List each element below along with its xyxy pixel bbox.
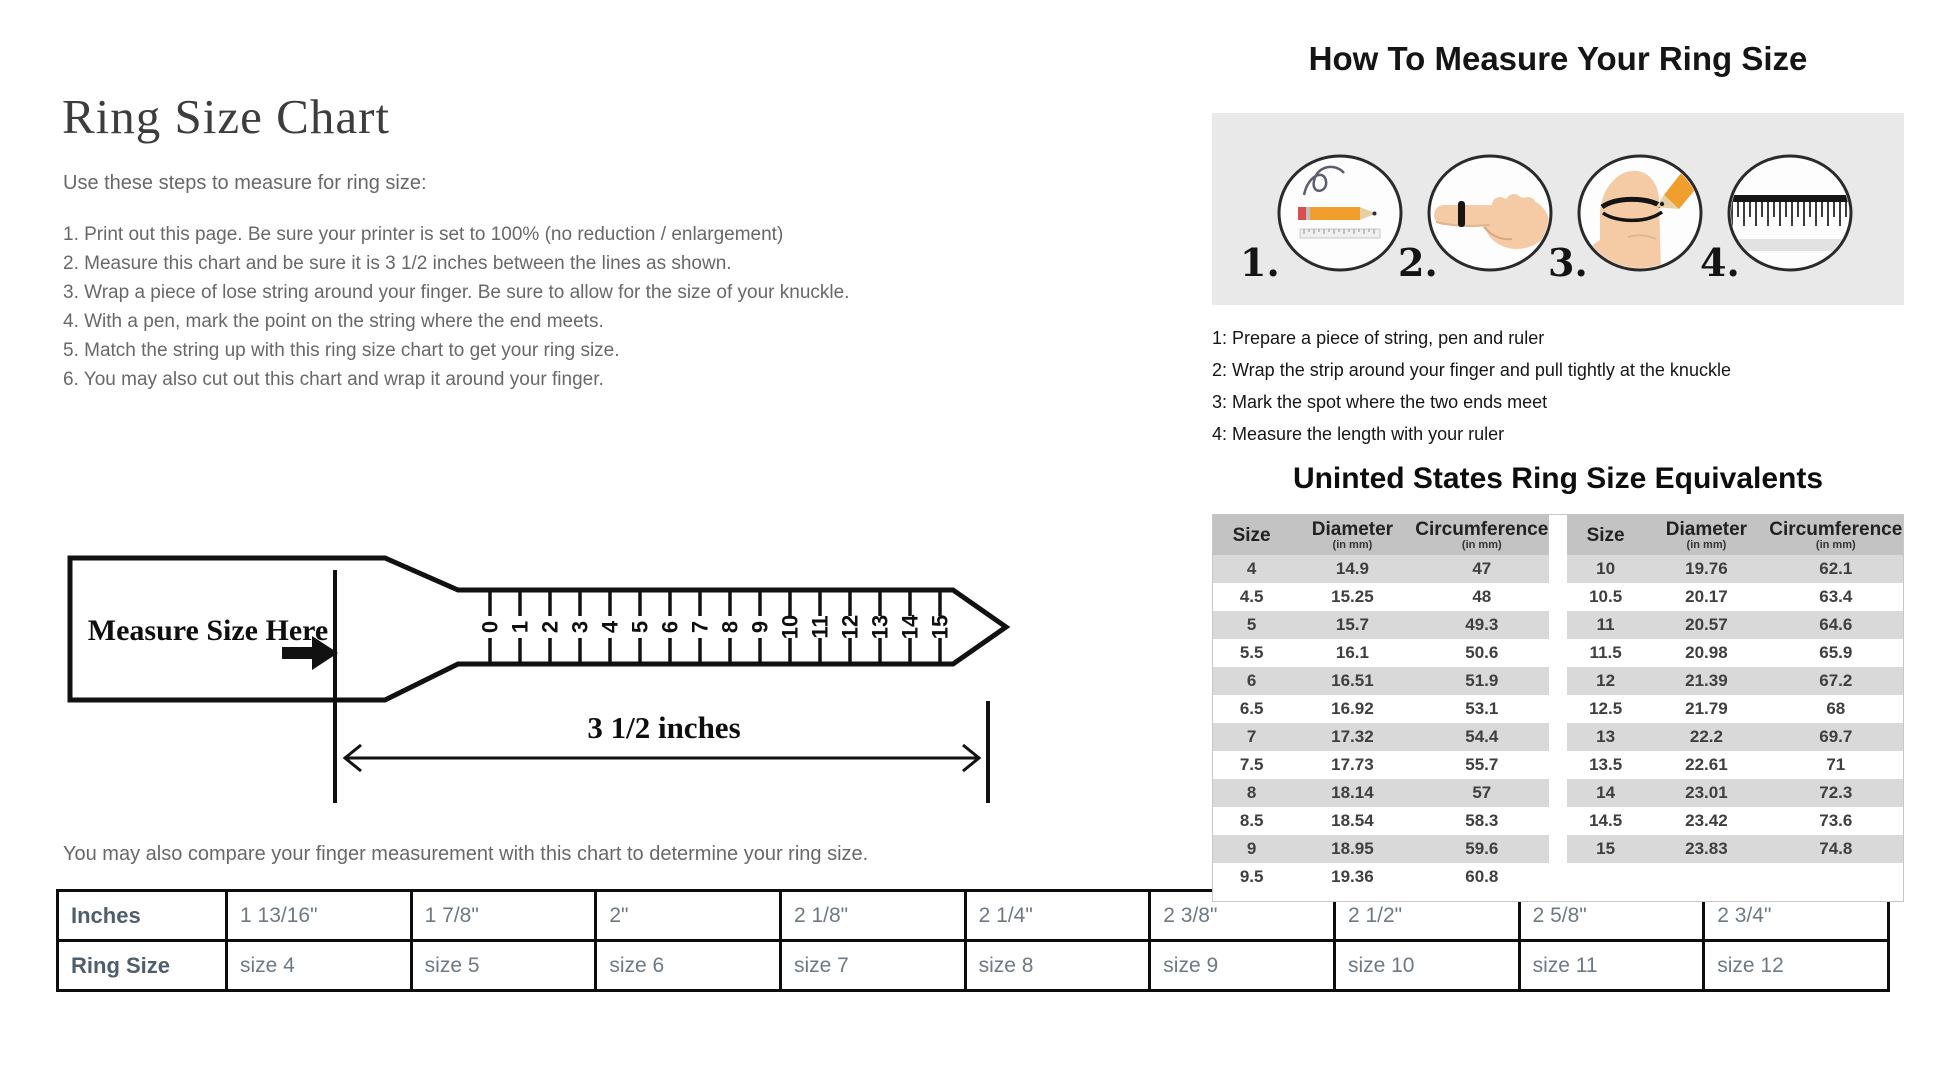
us-size-cell: 15.25 <box>1331 587 1374 607</box>
us-size-row <box>1567 639 1903 667</box>
us-size-cell: 19.36 <box>1331 867 1374 887</box>
circle-frame-4 <box>1729 156 1851 270</box>
ruler-tick-label: 9 <box>747 620 773 634</box>
us-size-cell: 9.5 <box>1239 867 1264 887</box>
compare-cell: 1 13/16" <box>227 891 412 941</box>
us-size-row <box>1213 779 1549 807</box>
us-size-cell: 69.7 <box>1819 727 1853 747</box>
compare-cell: size 10 <box>1334 941 1519 991</box>
us-size-cell: 19.76 <box>1685 559 1728 579</box>
us-size-cell: 11.5 <box>1589 643 1622 663</box>
us-size-row <box>1567 807 1903 835</box>
us-size-cell: 16.1 <box>1335 643 1369 663</box>
us-size-cell: 17.73 <box>1331 755 1374 775</box>
how-to-step-1: 1: Prepare a piece of string, pen and ruler <box>1212 328 1545 348</box>
us-column-header: Diameter (in mm) <box>1290 515 1414 555</box>
compare-cell: 2 1/8" <box>780 891 965 941</box>
us-size-cell: 10 <box>1596 559 1616 579</box>
how-to-step-4: 4: Measure the length with your ruler <box>1212 424 1505 444</box>
us-size-cell: 12 <box>1596 671 1616 691</box>
us-size-table-left <box>1213 515 1549 891</box>
us-size-row <box>1567 835 1903 863</box>
us-size-cell: 4 <box>1246 559 1257 579</box>
us-size-cell: 23.01 <box>1685 783 1728 803</box>
page-title: Ring Size Chart <box>62 89 391 144</box>
us-size-cell: 22.61 <box>1685 755 1728 775</box>
how-to-title: How To Measure Your Ring Size <box>1308 40 1808 77</box>
us-size-cell: 50.6 <box>1465 643 1499 663</box>
us-size-cell: 17.32 <box>1331 727 1374 747</box>
dimension-label: 3 1/2 inches <box>587 710 741 745</box>
us-size-cell: 7 <box>1246 727 1257 747</box>
us-equivalents-tables <box>1212 514 1904 902</box>
measure-step-5: 5. Match the string up with this ring size chart to get your ring size. <box>63 340 620 361</box>
us-size-cell: 20.17 <box>1685 587 1728 607</box>
measure-step-4: 4. With a pen, mark the point on the string where the end meets. <box>63 311 604 332</box>
us-size-cell: 5 <box>1246 615 1257 635</box>
ruler-tick-label: 15 <box>927 614 953 640</box>
compare-cell: 2 5/8" <box>1519 891 1704 941</box>
measure-step-1: 1. Print out this page. Be sure your printer is set to 100% (no reduction / enlargement) <box>63 224 784 245</box>
us-column-header: Circumference (in mm) <box>1769 515 1903 555</box>
us-size-cell: 13 <box>1596 727 1616 747</box>
us-size-row <box>1567 555 1903 583</box>
compare-cell: 2 3/4" <box>1704 891 1889 941</box>
us-size-cell: 49.3 <box>1465 615 1499 635</box>
us-size-cell: 48 <box>1472 587 1492 607</box>
circle-number-1: 1. <box>1240 240 1280 285</box>
us-size-row <box>1213 555 1549 583</box>
us-size-cell: 15.7 <box>1335 615 1369 635</box>
ruler-tick-label: 6 <box>657 620 683 634</box>
us-equivalents-title: Uninted States Ring Size Equivalents <box>1292 462 1824 495</box>
us-size-row <box>1213 667 1549 695</box>
us-size-cell: 73.6 <box>1819 811 1853 831</box>
us-size-cell: 74.8 <box>1819 839 1853 859</box>
us-size-cell: 13.5 <box>1589 755 1623 775</box>
compare-cell: 2" <box>596 891 781 941</box>
us-size-row <box>1213 639 1549 667</box>
measure-size-here-label: Measure Size Here <box>87 614 329 647</box>
us-size-cell: 14.5 <box>1589 811 1623 831</box>
us-size-row <box>1567 695 1903 723</box>
us-size-cell: 12.5 <box>1589 699 1623 719</box>
compare-cell: size 6 <box>596 941 781 991</box>
us-size-row <box>1213 863 1549 891</box>
ruler-tick-label: 13 <box>867 614 893 640</box>
us-size-cell: 47 <box>1472 559 1492 579</box>
us-size-row <box>1567 751 1903 779</box>
us-size-cell: 20.57 <box>1685 615 1728 635</box>
us-size-cell: 63.4 <box>1819 587 1853 607</box>
us-column-header: Size <box>1567 515 1644 555</box>
us-size-cell: 23.42 <box>1685 811 1728 831</box>
us-size-cell: 7.5 <box>1239 755 1264 775</box>
us-size-cell: 4.5 <box>1239 587 1264 607</box>
ring-sizer-diagram <box>58 448 1018 818</box>
us-size-row <box>1213 695 1549 723</box>
inches-to-ring-size-table <box>56 889 1890 992</box>
compare-cell: size 12 <box>1704 941 1889 991</box>
us-size-row <box>1213 723 1549 751</box>
us-size-cell: 59.6 <box>1465 839 1499 859</box>
us-size-cell: 6 <box>1246 671 1257 691</box>
compare-cell: size 7 <box>780 941 965 991</box>
us-size-row <box>1213 807 1549 835</box>
compare-cell: 2 1/2" <box>1334 891 1519 941</box>
us-size-cell: 20.98 <box>1685 643 1728 663</box>
ruler-tick-label: 7 <box>687 620 713 634</box>
us-size-cell: 57 <box>1472 783 1492 803</box>
measure-steps-list <box>63 220 849 394</box>
us-size-cell: 65.9 <box>1819 643 1853 663</box>
circle-number-2: 2. <box>1398 240 1438 285</box>
us-size-cell: 21.39 <box>1685 671 1728 691</box>
how-to-step-3: 3: Mark the spot where the two ends meet <box>1212 392 1548 412</box>
us-size-cell: 18.54 <box>1331 811 1374 831</box>
us-size-cell: 11 <box>1596 615 1615 635</box>
us-size-cell: 54.4 <box>1465 727 1499 747</box>
compare-cell: 2 1/4" <box>965 891 1150 941</box>
us-header-row <box>1213 515 1549 555</box>
us-size-row <box>1213 583 1549 611</box>
us-header-row <box>1567 515 1903 555</box>
us-size-cell: 53.1 <box>1465 699 1499 719</box>
us-size-cell: 6.5 <box>1239 699 1264 719</box>
us-size-cell: 14.9 <box>1335 559 1369 579</box>
us-size-cell: 55.7 <box>1465 755 1499 775</box>
compare-cell: size 11 <box>1519 941 1704 991</box>
how-to-illustration-panel <box>1212 113 1904 305</box>
compare-row <box>58 941 1889 991</box>
us-size-cell: 18.14 <box>1331 783 1374 803</box>
us-size-cell: 8 <box>1246 783 1257 803</box>
ruler-tick-label: 8 <box>717 620 743 634</box>
how-to-steps-list <box>1212 322 1731 450</box>
ruler-tick-label: 2 <box>537 620 563 634</box>
compare-cell: 2 3/8" <box>1150 891 1335 941</box>
measure-step-6: 6. You may also cut out this chart and wrap it around your finger. <box>63 369 604 390</box>
us-column-header: Circumference (in mm) <box>1415 515 1549 555</box>
us-size-table-right <box>1567 515 1903 863</box>
us-size-cell: 64.6 <box>1819 615 1853 635</box>
compare-row-label: Ring Size <box>58 941 227 991</box>
us-size-cell: 14 <box>1596 783 1616 803</box>
how-to-step-2: 2: Wrap the strip around your finger and pull tightly at the knuckle <box>1212 360 1731 380</box>
us-size-cell: 8.5 <box>1239 811 1264 831</box>
us-size-row <box>1213 751 1549 779</box>
us-size-cell: 71 <box>1826 755 1846 775</box>
ruler-tick-label: 10 <box>777 614 803 640</box>
compare-note: You may also compare your finger measurement with this chart to determine your ring size. <box>63 843 869 865</box>
circle-number-4: 4. <box>1700 240 1740 285</box>
ruler-tick-label: 1 <box>507 620 533 634</box>
us-size-cell: 68 <box>1826 699 1846 719</box>
compare-cell: 1 7/8" <box>411 891 596 941</box>
us-size-cell: 16.51 <box>1331 671 1374 691</box>
us-size-cell: 18.95 <box>1331 839 1374 859</box>
us-column-header: Diameter (in mm) <box>1644 515 1768 555</box>
us-size-row <box>1213 611 1549 639</box>
compare-cell: size 4 <box>227 941 412 991</box>
us-size-row <box>1567 779 1903 807</box>
ruler-tick-label: 4 <box>597 620 623 634</box>
ruler-tick-label: 11 <box>807 615 833 639</box>
us-size-cell: 15 <box>1596 839 1616 859</box>
us-size-cell: 16.92 <box>1331 699 1374 719</box>
us-size-cell: 21.79 <box>1685 699 1728 719</box>
us-size-row <box>1567 723 1903 751</box>
measure-step-2: 2. Measure this chart and be sure it is 3 1/2 inches between the lines as shown. <box>63 253 732 274</box>
us-size-row <box>1567 667 1903 695</box>
compare-cell: size 8 <box>965 941 1150 991</box>
us-size-row <box>1213 835 1549 863</box>
us-size-cell: 10.5 <box>1589 587 1623 607</box>
ruler-tick-label: 5 <box>627 620 653 634</box>
compare-cell: size 9 <box>1150 941 1335 991</box>
us-size-cell: 9 <box>1246 839 1257 859</box>
us-column-header: Size <box>1213 515 1290 555</box>
us-size-cell: 58.3 <box>1465 811 1499 831</box>
us-size-cell: 23.83 <box>1685 839 1728 859</box>
compare-cell: size 5 <box>411 941 596 991</box>
us-size-cell: 72.3 <box>1819 783 1853 803</box>
us-size-row <box>1567 611 1903 639</box>
ruler-tick-label: 0 <box>477 620 503 634</box>
us-size-cell: 62.1 <box>1819 559 1853 579</box>
intro-text: Use these steps to measure for ring size: <box>63 172 427 194</box>
ruler-tick-label: 14 <box>897 614 923 640</box>
us-size-cell: 5.5 <box>1239 643 1264 663</box>
us-size-cell: 67.2 <box>1819 671 1853 691</box>
measure-step-3: 3. Wrap a piece of lose string around your finger. Be sure to allow for the size of your knuckle. <box>63 282 850 303</box>
us-size-row <box>1567 583 1903 611</box>
how-to-circles <box>1212 113 1904 305</box>
us-size-cell: 51.9 <box>1465 671 1499 691</box>
us-size-cell: 60.8 <box>1465 867 1499 887</box>
compare-row-label: Inches <box>58 891 227 941</box>
ruler-tick-label: 12 <box>837 614 863 640</box>
ruler-tick-label: 3 <box>567 620 593 634</box>
circle-number-3: 3. <box>1548 240 1588 285</box>
us-size-cell: 22.2 <box>1689 727 1723 747</box>
